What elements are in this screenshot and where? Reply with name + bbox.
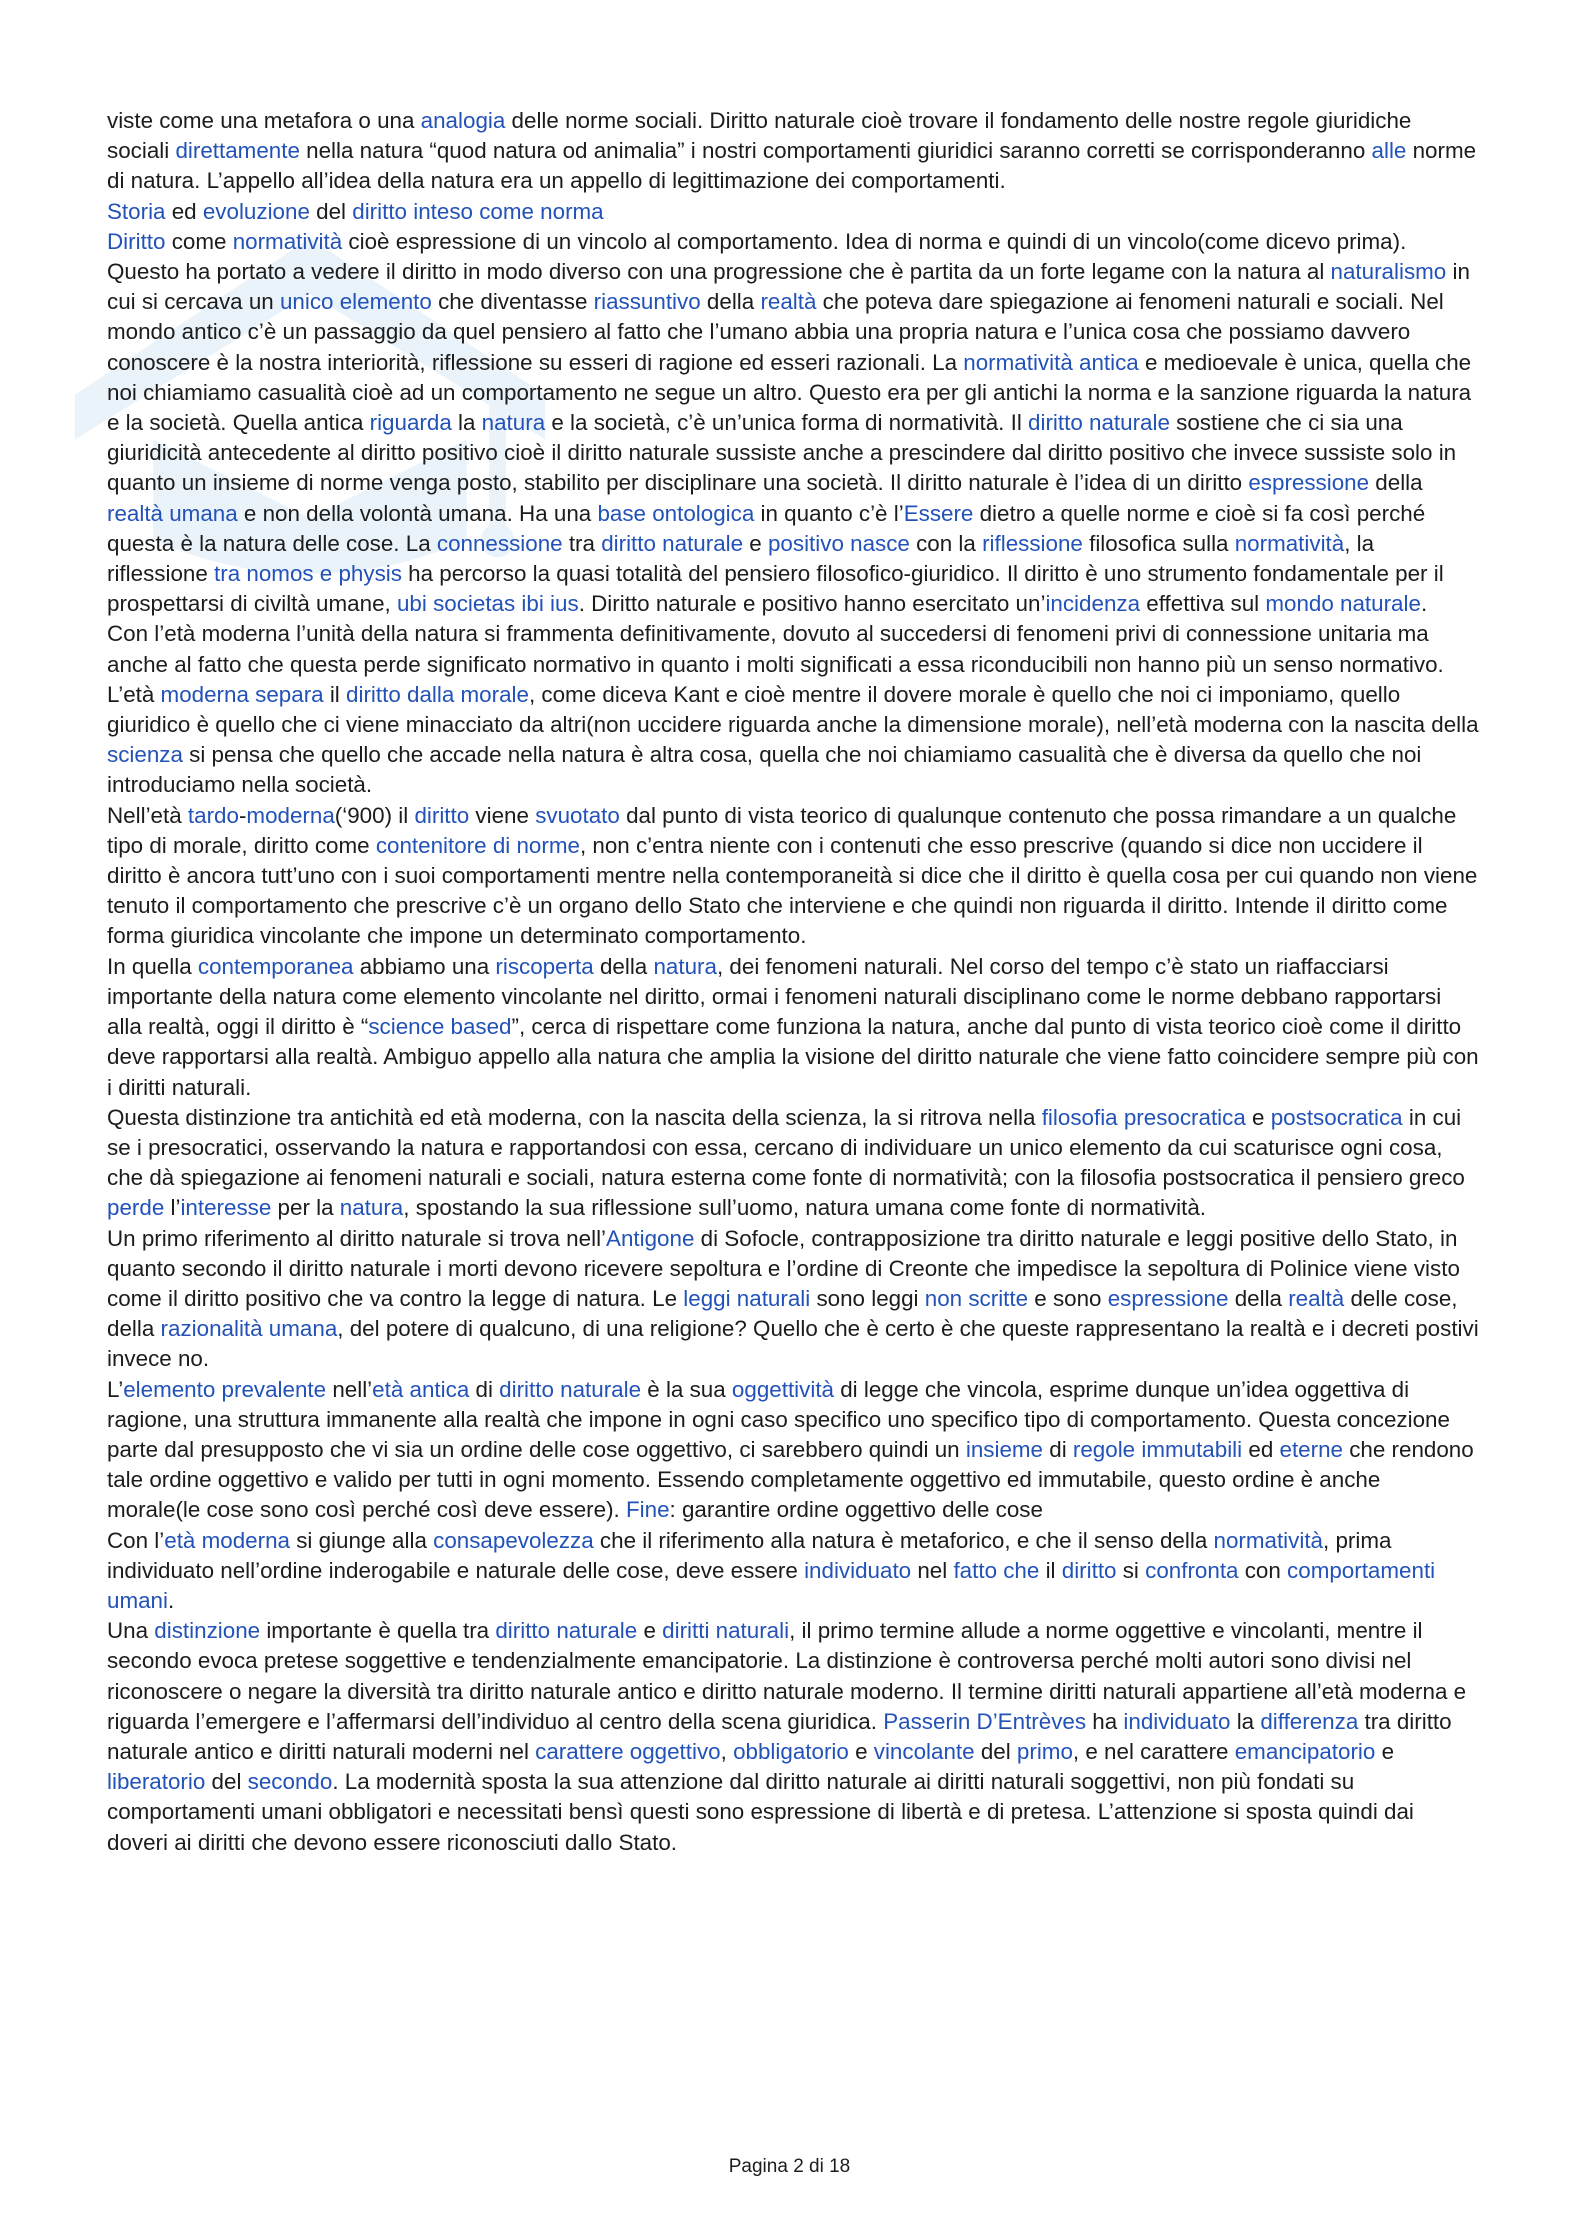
text-run: che diventasse — [431, 289, 594, 315]
highlighted-term: contemporanea — [197, 953, 354, 979]
page-number: Pagina 2 di 18 — [728, 2156, 851, 2177]
text-run: In quella — [107, 953, 198, 979]
text-run: abbiamo una — [353, 953, 496, 979]
highlighted-term: diritto — [414, 802, 470, 828]
text-run: si pensa che quello che accade nella natura è altra cosa, quella che noi chiamiamo casualità che è diversa da quello che noi introduciamo nella società. — [107, 742, 1422, 798]
text-run: che poteva dare spiegazione ai fenomeni naturali e sociali. Nel mondo antico c’è un passaggio da quel pensiero al fatto che l’umano abbia una propria natura e l’unica cosa che possiamo davvero conoscere è la nostra interiorità, riflessione su esseri di ragione ed esseri razionali. La — [107, 289, 1444, 375]
text-run: nell’ — [326, 1376, 373, 1402]
highlighted-term: fatto che — [953, 1557, 1040, 1583]
highlighted-term: normatività — [1213, 1527, 1324, 1553]
highlighted-term: evoluzione — [202, 198, 310, 224]
text-run: della — [1369, 470, 1423, 496]
highlighted-term: diritto naturale — [495, 1618, 638, 1644]
text-run: il — [1039, 1557, 1062, 1583]
text-run: con la — [909, 530, 983, 556]
text-run: di — [1043, 1436, 1073, 1462]
text-run: filosofica sulla — [1082, 530, 1235, 556]
text-run: per la — [271, 1195, 340, 1221]
highlighted-term: diritto inteso come norma — [352, 198, 604, 224]
highlighted-term: espressione — [1107, 1285, 1229, 1311]
highlighted-term: science based — [368, 1014, 512, 1040]
text-run: Con l’ — [107, 1527, 165, 1553]
text-run: . Diritto naturale e positivo hanno esercitato un’ — [578, 591, 1046, 617]
text-run: Questa distinzione tra antichità ed età moderna, con la nascita della scienza, la si ritrova nella — [107, 1104, 1042, 1130]
text-run: tra — [562, 530, 602, 556]
text-run: ”, cerca di rispettare come funziona la natura, anche dal punto di vista teorico cioè come il diritto deve rapportarsi alla realtà. Ambiguo appello alla natura che amplia la visione del diritto naturale che viene fatto coincidere sempre più con i diritti naturali. — [107, 1014, 1479, 1100]
highlighted-term: individuato — [1123, 1708, 1231, 1734]
text-run: della — [593, 953, 654, 979]
text-run: di Sofocle, contrapposizione tra diritto naturale e leggi positive dello Stato, in quanto secondo il diritto naturale i morti devono ricevere sepoltura e l’ordine di Creonte che impedisce la sepoltura di Polinice viene visto come il diritto positivo che va contro la legge di natura. Le — [107, 1225, 1460, 1311]
text-run: Nell’età — [107, 802, 188, 828]
text-run: l’ — [164, 1195, 181, 1221]
highlighted-term: insieme — [965, 1436, 1044, 1462]
highlighted-term: unico elemento — [279, 289, 432, 315]
paragraph — [107, 227, 1479, 620]
paragraph — [107, 801, 1479, 952]
highlighted-term: vincolante — [873, 1738, 975, 1764]
text-run: nel — [911, 1557, 954, 1583]
text-run: che il riferimento alla natura è metaforico, e che il senso della — [593, 1527, 1214, 1553]
text-run: e medioevale è unica, quella che noi chiamiamo casualità cioè ad un comportamento ne segue un altro. Questo era per gli antichi la norma e la sanzione riguarda la natura e la società. Quella antica — [107, 349, 1472, 436]
text-run: , prima individuato nell’ordine inderogabile e naturale delle cose, deve essere — [107, 1527, 1392, 1583]
text-run: . — [1420, 591, 1428, 617]
text-run: norme di natura. L’appello all’idea della natura era un appello di legittimazione dei comportamenti. — [107, 138, 1477, 194]
text-run: e — [637, 1618, 663, 1644]
text-run: in cui se i presocratici, osservando la natura e rapportandosi con essa, cercano di individuare un unico elemento da cui scaturisce ogni cosa, che dà spiegazione ai fenomeni naturali e sociali, natura esterna come fonte di normatività; con la filosofia postsocratica il pensiero greco — [107, 1104, 1465, 1191]
text-run: cioè espressione di un vincolo al comportamento. Idea di norma e quindi di un vincolo(come dicevo prima). Questo ha portato a vedere il diritto in modo diverso con una progressione che è partita da un forte legame con la natura al — [107, 228, 1407, 285]
highlighted-term: età antica — [372, 1376, 470, 1402]
highlighted-term: Fine — [625, 1497, 670, 1523]
paragraph — [107, 952, 1479, 1103]
text-run: , come diceva Kant e cioè mentre il dovere morale è quello che noi ci imponiamo, quello giuridico è quello che ci viene minacciato da altri(non uccidere riguarda anche la dimensione morale), nell’età moderna con la nascita della — [107, 681, 1479, 738]
text-run: delle cose, della — [107, 1285, 1458, 1342]
text-run: ha percorso la quasi totalità del pensiero filosofico-giuridico. Il diritto è uno strumento fondamentale per il prospettarsi di civiltà umane, — [107, 561, 1444, 617]
text-run: nella natura “quod natura od animalia” i nostri comportamenti giuridici saranno corretti se corrisponderanno — [299, 138, 1372, 164]
highlighted-term: svuotato — [535, 802, 620, 828]
highlighted-term: differenza — [1260, 1708, 1359, 1734]
text-run: sono leggi — [810, 1285, 925, 1311]
highlighted-term: direttamente — [175, 138, 300, 164]
paragraph — [107, 1103, 1479, 1224]
highlighted-term: comportamenti umani — [107, 1557, 1436, 1613]
highlighted-term: moderna separa — [160, 681, 324, 707]
text-run: - — [238, 802, 247, 828]
text-run: ed — [1242, 1436, 1280, 1462]
text-run: , non c’entra niente con i contenuti che esso prescrive (quando si dice non uccidere il diritto è ancora tutt’uno con i suoi comportamenti mentre nella contemporaneità si dice che il diritto è quella cosa per cui quando non viene tenuto il comportamento che prescrive c’è un organo dello Stato che interviene e che quindi non riguarda il diritto. Intende il diritto come forma giuridica vincolante che impone un determinato comportamento. — [107, 832, 1478, 949]
text-run: si — [1116, 1557, 1146, 1583]
highlighted-term: emancipatorio — [1234, 1738, 1376, 1764]
highlighted-term: Essere — [903, 500, 974, 526]
highlighted-term: diritti naturali — [662, 1618, 790, 1644]
text-run: , la riflessione — [107, 530, 1375, 587]
text-run: tra diritto naturale antico e diritti naturali moderni nel — [107, 1708, 1452, 1764]
text-run: , il primo termine allude a norme oggettive e vincolanti, mentre il secondo evoca pretese soggettive e tendenzialmente emancipatorie. La distinzione è controversa perché molti autori sono divisi nel riconoscere o negare la diversità tra diritto naturale antico e diritto naturale moderno. Il termine diritti naturali appartiene all’età moderna e riguarda l’emergere e l’affermarsi dell’individuo al centro della scena giuridica. — [107, 1618, 1467, 1734]
text-run: della — [700, 289, 761, 315]
highlighted-term: carattere oggettivo — [535, 1738, 721, 1764]
text-run: si giunge alla — [289, 1527, 434, 1553]
text-run: e — [1245, 1104, 1271, 1130]
text-run: , e nel carattere — [1072, 1738, 1235, 1764]
text-run: e non della volontà umana. Ha una — [237, 500, 598, 526]
highlighted-term: secondo — [247, 1769, 333, 1795]
text-run: di legge che vincola, esprime dunque un’idea oggettiva di ragione, una struttura immanente alla realtà che impone in ogni caso specifico uno specifico tipo di comportamento. Questa concezione parte dal presupposto che vi sia un ordine delle cose oggettivo, ci sarebbero quindi un — [107, 1376, 1450, 1462]
highlighted-term: primo — [1016, 1738, 1073, 1764]
highlighted-term: positivo nasce — [767, 530, 910, 556]
highlighted-term: riflessione — [982, 530, 1083, 556]
highlighted-term: confronta — [1145, 1557, 1239, 1583]
highlighted-term: natura — [339, 1195, 404, 1221]
text-run: Con l’età moderna l’unità della natura si frammenta definitivamente, dovuto al succedersi di fenomeni privi di connessione unitaria ma anche al fatto che questa perde significato normativo in quanto i molti significati a essa riconducibili non hanno più un senso normativo. L’età — [107, 621, 1444, 707]
paragraph — [107, 1616, 1479, 1858]
highlighted-term: riguarda — [369, 410, 452, 436]
highlighted-term: età moderna — [164, 1527, 290, 1553]
highlighted-term: regole immutabili — [1072, 1436, 1243, 1462]
text-run: , spostando la sua riflessione sull’uomo, natura umana come fonte di normatività. — [403, 1195, 1207, 1221]
highlighted-term: scienza — [107, 742, 183, 768]
highlighted-term: Passerin D’Entrèves — [883, 1708, 1087, 1734]
highlighted-term: diritto naturale — [1028, 410, 1170, 436]
paragraph — [107, 1224, 1479, 1375]
paragraph — [107, 1526, 1479, 1617]
highlighted-term: alle — [1371, 138, 1407, 164]
highlighted-term: realtà — [760, 289, 817, 315]
highlighted-term: eterne — [1279, 1436, 1343, 1462]
highlighted-term: incidenza — [1045, 591, 1141, 617]
text-run: viste come una metafora o una — [107, 108, 421, 133]
text-run: con — [1238, 1557, 1288, 1583]
highlighted-term: perde — [107, 1195, 165, 1221]
text-run: , del potere di qualcuno, di una religione? Quello che è certo è che queste rappresentano la realtà e i decreti postivi invece no. — [107, 1316, 1479, 1372]
text-run: L’ — [107, 1376, 124, 1402]
highlighted-term: filosofia presocratica — [1041, 1104, 1246, 1130]
highlighted-term: razionalità umana — [160, 1316, 338, 1342]
highlighted-term: non scritte — [924, 1285, 1029, 1311]
text-run: la — [1230, 1708, 1261, 1734]
text-run: di — [469, 1376, 500, 1402]
highlighted-term: individuato — [804, 1557, 912, 1583]
paragraph — [107, 619, 1479, 800]
page-footer — [0, 2156, 1579, 2178]
highlighted-term: moderna — [246, 802, 335, 828]
text-run: come — [165, 228, 233, 254]
text-run: ed — [165, 198, 203, 224]
highlighted-term: interesse — [180, 1195, 272, 1221]
highlighted-term: riassuntivo — [593, 289, 701, 315]
text-run: importante è quella tra — [260, 1618, 496, 1644]
highlighted-term: connessione — [436, 530, 563, 556]
highlighted-term: obbligatorio — [733, 1738, 849, 1764]
highlighted-term: liberatorio — [107, 1769, 206, 1795]
text-run: . — [167, 1587, 175, 1613]
text-run: , — [720, 1738, 734, 1764]
highlighted-term: tardo — [187, 802, 239, 828]
highlighted-term: distinzione — [154, 1618, 261, 1644]
highlighted-term: diritto — [1061, 1557, 1117, 1583]
highlighted-term: diritto dalla morale — [346, 681, 529, 707]
text-run: : garantire ordine oggettivo delle cose — [669, 1497, 1043, 1523]
text-run: dietro a quelle norme e cioè si fa così perché questa è la natura delle cose. La — [107, 500, 1426, 556]
highlighted-term: realtà — [1288, 1285, 1345, 1311]
text-run: . La modernità sposta la sua attenzione dal diritto naturale ai diritti naturali soggettivi, non più fondati su comportamenti umani obbligatori e necessitati bensì questi sono espressione di libertà e di pretesa. L’attenzione si sposta quindi dai doveri ai diritti che devono essere riconosciuti dallo Stato. — [107, 1769, 1414, 1855]
text-run: della — [1228, 1285, 1289, 1311]
highlighted-term: naturalismo — [1330, 259, 1447, 285]
highlighted-term: elemento prevalente — [123, 1376, 327, 1402]
text-run: la — [451, 410, 482, 436]
text-run: che rendono tale ordine oggettivo e valido per tutti in ogni momento. Essendo completamente oggettivo ed immutabile, questo ordine è anche morale(le cose sono così perché così deve essere). — [107, 1436, 1474, 1523]
text-run: e — [1375, 1738, 1395, 1764]
text-run: in cui si cercava un — [107, 259, 1470, 315]
text-run: ha — [1086, 1708, 1124, 1734]
highlighted-term: normatività antica — [963, 349, 1139, 375]
text-run: in quanto c’è l’ — [754, 500, 904, 526]
highlighted-term: diritto naturale — [601, 530, 744, 556]
highlighted-term: contenitore di norme — [375, 832, 580, 858]
text-run: è la sua — [641, 1376, 732, 1402]
text-run: delle norme sociali. Diritto naturale cioè trovare il fondamento delle nostre regole giuridiche sociali — [107, 108, 1412, 164]
highlighted-term: postsocratica — [1270, 1104, 1403, 1130]
paragraph — [107, 197, 1479, 227]
text-run: e — [848, 1738, 874, 1764]
paragraph — [107, 106, 1479, 197]
text-run: (‘900) il — [334, 802, 415, 828]
highlighted-term: base ontologica — [597, 500, 755, 526]
highlighted-term: Diritto — [107, 228, 166, 254]
text-run: e — [743, 530, 768, 556]
text-run: dal punto di vista teorico di qualunque contenuto che possa rimandare a un qualche tipo di morale, diritto come — [107, 802, 1457, 858]
text-run: viene — [469, 802, 536, 828]
text-run: il — [323, 681, 347, 707]
highlighted-term: riscoperta — [495, 953, 594, 979]
highlighted-term: ubi societas ibi ius — [396, 591, 579, 617]
text-run: effettiva sul — [1140, 591, 1266, 617]
highlighted-term: analogia — [420, 108, 506, 133]
highlighted-term: Antigone — [606, 1225, 695, 1251]
text-run: , dei fenomeni naturali. Nel corso del tempo c’è stato un riaffacciarsi importante della natura come elemento vincolante nel diritto, ormai i fenomeni naturali disciplinano come le norme debbano rapportarsi alla realtà, oggi il diritto è “ — [107, 953, 1442, 1040]
highlighted-term: diritto naturale — [499, 1376, 642, 1402]
highlighted-term: oggettività — [731, 1376, 834, 1402]
highlighted-term: consapevolezza — [433, 1527, 594, 1553]
document-body — [107, 106, 1479, 1858]
paragraph — [107, 1375, 1479, 1526]
highlighted-term: natura — [653, 953, 717, 979]
highlighted-term: normatività — [232, 228, 343, 254]
text-run: Un primo riferimento al diritto naturale si trova nell’ — [107, 1225, 607, 1251]
highlighted-term: mondo naturale — [1265, 591, 1421, 617]
text-run: sostiene che ci sia una giuridicità antecedente al diritto positivo cioè il diritto naturale sussiste anche a prescindere dal diritto positivo che invece sussiste solo in quanto un insieme di norme venga posto, stabilito per disciplinare una società. Il diritto naturale è l’idea di un diritto — [107, 410, 1457, 496]
highlighted-term: leggi naturali — [683, 1285, 811, 1311]
text-run: del — [309, 198, 353, 224]
highlighted-term: realtà umana — [107, 500, 238, 526]
highlighted-term: Storia — [107, 198, 166, 224]
highlighted-term: espressione — [1248, 470, 1370, 496]
text-run: e la società, c’è un’unica forma di normatività. Il — [545, 410, 1029, 436]
highlighted-term: normatività — [1234, 530, 1345, 556]
text-run: Una — [107, 1618, 155, 1644]
text-run: del — [205, 1769, 248, 1795]
text-run: e sono — [1028, 1285, 1108, 1311]
highlighted-term: natura — [481, 410, 546, 436]
text-run: del — [974, 1738, 1017, 1764]
highlighted-term: tra nomos e physis — [214, 561, 402, 587]
